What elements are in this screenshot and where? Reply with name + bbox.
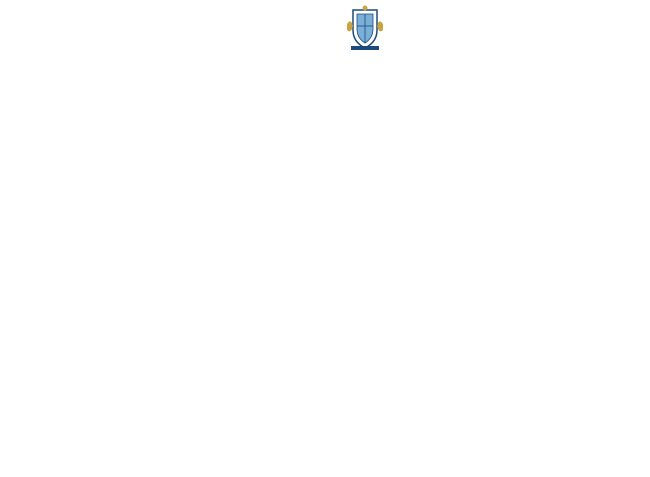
zbt-logo bbox=[257, 4, 389, 54]
crest-icon bbox=[347, 6, 383, 51]
timeline-chevrons bbox=[0, 285, 650, 345]
